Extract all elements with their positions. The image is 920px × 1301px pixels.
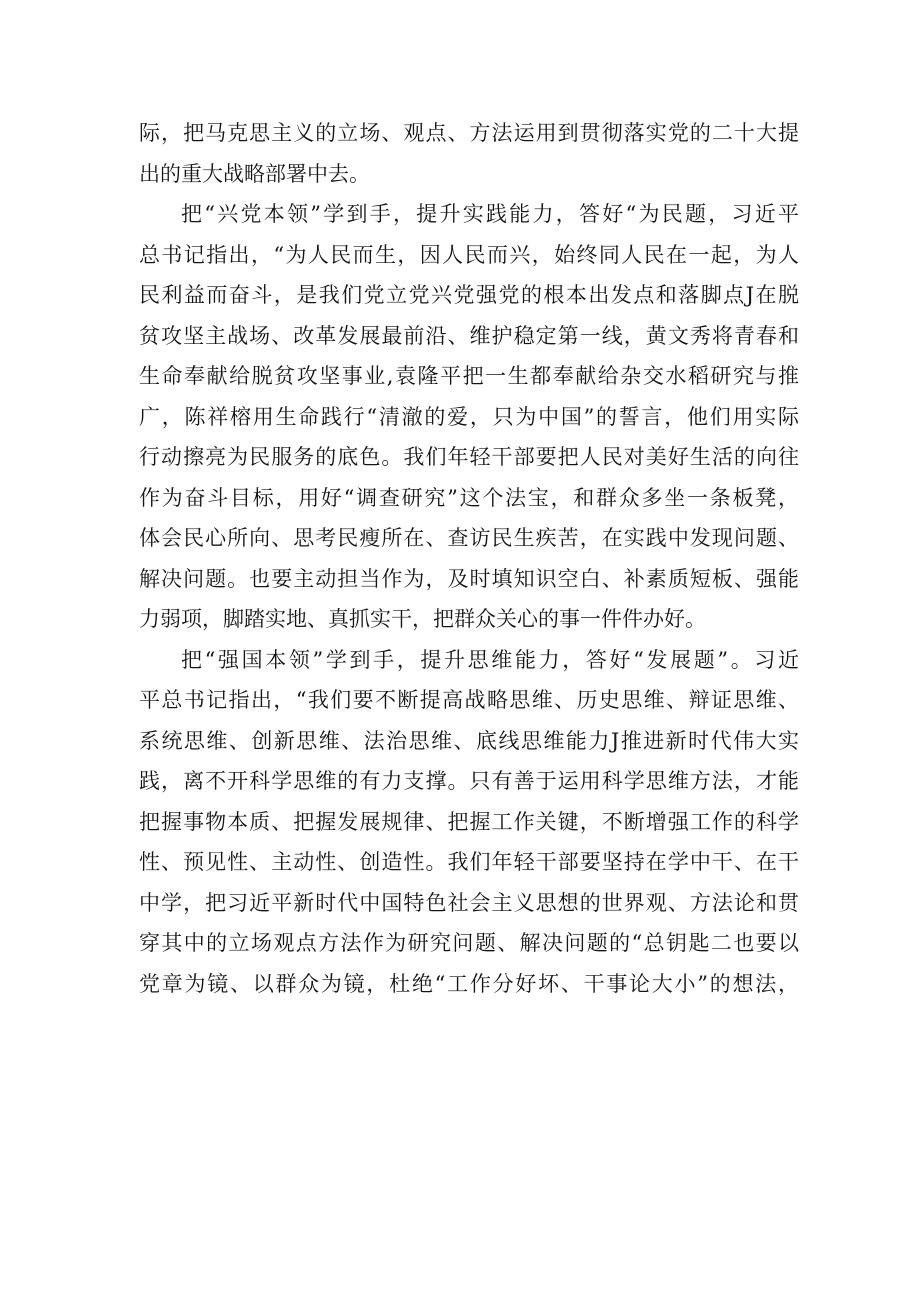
text-line: 性、预见性、主动性、创造性。我们年轻干部要坚持在学中干、在干 (139, 850, 799, 874)
text-line: 平总书记指出，“我们要不断提高战略思维、历史思维、辩证思维、 (139, 688, 799, 712)
text-line: 把握事物本质、把握发展规律、把握工作关键，不断增强工作的科学 (139, 809, 799, 834)
text-line: 把“兴党本领”学到手，提升实践能力，答好“为民题，习近平 (181, 202, 799, 226)
text-line: 践，离不开科学思维的有力支撑。只有善于运用科学思维方法，才能 (139, 769, 799, 793)
text-line: 际，把马克思主义的立场、观点、方法运用到贯彻落实党的二十大提 (139, 121, 799, 145)
paragraph-continued (139, 113, 799, 194)
text-line: 系统思维、创新思维、法治思维、底线思维能力J推进新时代伟大实 (139, 728, 799, 753)
text-line: 力弱项，脚踏实地、真抓实干，把群众关心的事一件件办好。 (139, 607, 706, 631)
text-line: 总书记指出，“为人民而生，因人民而兴，始终同人民在一起，为人 (139, 242, 799, 267)
paragraph-people-skill (139, 194, 799, 640)
text-line: 把“强国本领”学到手，提升思维能力，答好“发展题”。习近 (181, 647, 799, 672)
text-line: 出的重大战略部署中去。 (139, 161, 370, 186)
text-line: 党章为镜、以群众为镜，杜绝“工作分好坏、干事论大小”的想法， (139, 971, 799, 996)
text-line: 民利益而奋斗，是我们党立党兴党强党的根本出发点和落脚点J在脱 (139, 283, 799, 307)
text-line: 作为奋斗目标，用好“调查研究”这个法宝，和群众多坐一条板凳， (139, 485, 799, 510)
text-line: 解决问题。也要主动担当作为，及时填知识空白、补素质短板、强能 (139, 566, 799, 591)
paragraph-nation-skill (139, 640, 799, 1005)
text-line: 穿其中的立场观点方法作为研究问题、解决问题的“总钥匙二也要以 (139, 931, 799, 955)
text-line: 中学，把习近平新时代中国特色社会主义思想的世界观、方法论和贯 (139, 890, 799, 915)
text-line: 生命奉献给脱贫攻坚事业,袁隆平把一生都奉献给杂交水稻研究与推 (139, 364, 799, 388)
document-body (139, 113, 799, 1004)
text-line: 行动擦亮为民服务的底色。我们年轻干部要把人民对美好生活的向往 (139, 445, 799, 469)
text-line: 贫攻坚主战场、改革发展最前沿、维护稳定第一线，黄文秀将青春和 (139, 323, 799, 348)
text-line: 体会民心所向、思考民瘦所在、查访民生疾苦，在实践中发现问题、 (139, 526, 799, 550)
text-line: 广，陈祥榕用生命践行“清澈的爱，只为中国”的誓言，他们用实际 (139, 404, 799, 429)
